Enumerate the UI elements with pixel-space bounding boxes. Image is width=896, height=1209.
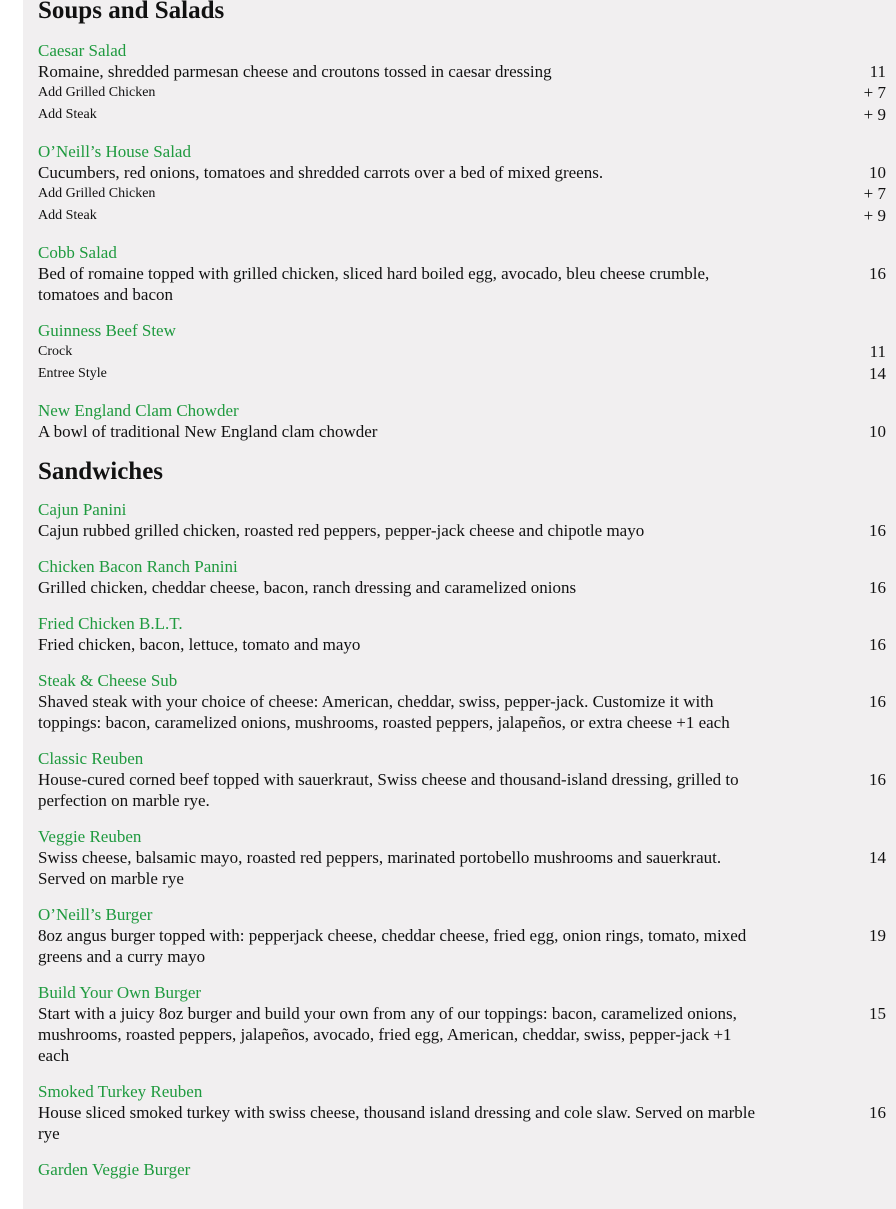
menu-item-price: 10 bbox=[869, 163, 886, 182]
menu-item bbox=[38, 1159, 886, 1180]
menu-item bbox=[38, 748, 886, 811]
menu-item-row bbox=[38, 1003, 886, 1066]
addon-label: Add Grilled Chicken bbox=[38, 85, 156, 100]
menu-item-row bbox=[38, 1102, 886, 1144]
menu-item-addon bbox=[38, 205, 886, 227]
menu-item-description: A bowl of traditional New England clam chowder bbox=[38, 422, 378, 441]
addon-label: Crock bbox=[38, 344, 73, 359]
menu-item-row bbox=[38, 577, 886, 598]
menu-item bbox=[38, 556, 886, 598]
soups-salads-list bbox=[38, 40, 886, 442]
menu-item bbox=[38, 242, 886, 305]
menu-item-name: Smoked Turkey Reuben bbox=[38, 1082, 203, 1101]
menu-item-description: House-cured corned beef topped with sauerkraut, Swiss cheese and thousand-island dressing, grilled to perfection on marble rye. bbox=[38, 770, 739, 810]
menu-item-name: Fried Chicken B.L.T. bbox=[38, 614, 183, 633]
addon-price: 14 bbox=[869, 364, 886, 383]
menu-item-name: Cobb Salad bbox=[38, 243, 117, 262]
menu-item-row bbox=[38, 520, 886, 541]
menu-item bbox=[38, 40, 886, 126]
menu-content bbox=[38, 0, 886, 1195]
menu-item-name: Build Your Own Burger bbox=[38, 983, 202, 1002]
menu-item-row bbox=[38, 421, 886, 442]
menu-item-name: Classic Reuben bbox=[38, 749, 144, 768]
menu-item-price: 15 bbox=[869, 1004, 886, 1023]
menu-item-description: Start with a juicy 8oz burger and build your own from any of our toppings: bacon, caramelized onions, mushrooms, roasted peppers, jalapeños, avocado, fried egg, American, cheddar, swiss, pepper-jack +1 each bbox=[38, 1004, 737, 1065]
menu-item bbox=[38, 1081, 886, 1144]
menu-item bbox=[38, 400, 886, 442]
menu-page bbox=[23, 0, 896, 1209]
menu-item-row bbox=[38, 691, 886, 733]
menu-item-addon bbox=[38, 104, 886, 126]
menu-item-addon bbox=[38, 363, 886, 385]
addon-price: + 9 bbox=[863, 105, 886, 124]
menu-item-description: Romaine, shredded parmesan cheese and croutons tossed in caesar dressing bbox=[38, 62, 552, 81]
sandwiches-section bbox=[38, 457, 886, 1180]
menu-item-name: O’Neill’s Burger bbox=[38, 905, 153, 924]
menu-item bbox=[38, 904, 886, 967]
menu-item-addon bbox=[38, 183, 886, 205]
menu-item-name: Caesar Salad bbox=[38, 41, 127, 60]
menu-item bbox=[38, 613, 886, 655]
menu-item-name: Guinness Beef Stew bbox=[38, 321, 176, 340]
menu-item-row bbox=[38, 925, 886, 967]
menu-item-description: Grilled chicken, cheddar cheese, bacon, ranch dressing and caramelized onions bbox=[38, 578, 577, 597]
menu-item-description: Cajun rubbed grilled chicken, roasted red peppers, pepper-jack cheese and chipotle mayo bbox=[38, 521, 645, 540]
menu-item-description: Cucumbers, red onions, tomatoes and shredded carrots over a bed of mixed greens. bbox=[38, 163, 604, 182]
menu-item-name: Veggie Reuben bbox=[38, 827, 142, 846]
menu-item-description: 8oz angus burger topped with: pepperjack cheese, cheddar cheese, fried egg, onion rings, tomato, mixed greens and a curry mayo bbox=[38, 926, 747, 966]
addon-label: Add Steak bbox=[38, 208, 97, 223]
section-title: Sandwiches bbox=[38, 458, 164, 485]
menu-item-row bbox=[38, 769, 886, 811]
menu-item-name: O’Neill’s House Salad bbox=[38, 142, 191, 161]
menu-item-price: 19 bbox=[869, 926, 886, 945]
menu-item-name: Steak & Cheese Sub bbox=[38, 671, 178, 690]
menu-item-addon bbox=[38, 82, 886, 104]
menu-item-price: 16 bbox=[869, 264, 886, 283]
menu-item bbox=[38, 499, 886, 541]
menu-item bbox=[38, 670, 886, 733]
menu-item-addon bbox=[38, 341, 886, 363]
menu-item-price: 10 bbox=[869, 422, 886, 441]
menu-item-description: Fried chicken, bacon, lettuce, tomato and mayo bbox=[38, 635, 361, 654]
menu-item bbox=[38, 320, 886, 385]
menu-item-price: 16 bbox=[869, 1103, 886, 1122]
menu-item-price: 16 bbox=[869, 635, 886, 654]
addon-label: Entree Style bbox=[38, 366, 107, 381]
addon-price: + 9 bbox=[863, 206, 886, 225]
addon-label: Add Steak bbox=[38, 107, 97, 122]
menu-item-name: Cajun Panini bbox=[38, 500, 127, 519]
addon-price: + 7 bbox=[863, 83, 886, 102]
sandwiches-list bbox=[38, 499, 886, 1180]
menu-item-price: 16 bbox=[869, 770, 886, 789]
menu-item-price: 16 bbox=[869, 578, 886, 597]
addon-price: 11 bbox=[869, 342, 886, 361]
menu-item-name: Chicken Bacon Ranch Panini bbox=[38, 557, 238, 576]
menu-item-description: House sliced smoked turkey with swiss cheese, thousand island dressing and cole slaw. Served on marble rye bbox=[38, 1103, 755, 1143]
addon-price: + 7 bbox=[863, 184, 886, 203]
menu-item-row bbox=[38, 847, 886, 889]
menu-item-description: Bed of romaine topped with grilled chicken, sliced hard boiled egg, avocado, bleu cheese crumble, tomatoes and bacon bbox=[38, 264, 710, 304]
menu-item-row bbox=[38, 263, 886, 305]
menu-item bbox=[38, 982, 886, 1066]
menu-item-row bbox=[38, 61, 886, 82]
section-title: Soups and Salads bbox=[38, 0, 225, 24]
menu-item-name: Garden Veggie Burger bbox=[38, 1160, 191, 1179]
menu-item bbox=[38, 141, 886, 227]
menu-item-price: 16 bbox=[869, 521, 886, 540]
menu-item-price: 16 bbox=[869, 692, 886, 711]
menu-item-description: Swiss cheese, balsamic mayo, roasted red peppers, marinated portobello mushrooms and sauerkraut. Served on marble rye bbox=[38, 848, 722, 888]
menu-item bbox=[38, 826, 886, 889]
addon-label: Add Grilled Chicken bbox=[38, 186, 156, 201]
menu-item-name: New England Clam Chowder bbox=[38, 401, 239, 420]
soups-salads-section bbox=[38, 0, 886, 442]
menu-item-row bbox=[38, 634, 886, 655]
menu-item-price: 11 bbox=[869, 62, 886, 81]
menu-item-row bbox=[38, 162, 886, 183]
menu-item-price: 14 bbox=[869, 848, 886, 867]
menu-item-description: Shaved steak with your choice of cheese: American, cheddar, swiss, pepper-jack. Customize it with toppings: bacon, caramelized onions, mushrooms, roasted peppers, jalapeños, or extra cheese +1 each bbox=[38, 692, 730, 732]
